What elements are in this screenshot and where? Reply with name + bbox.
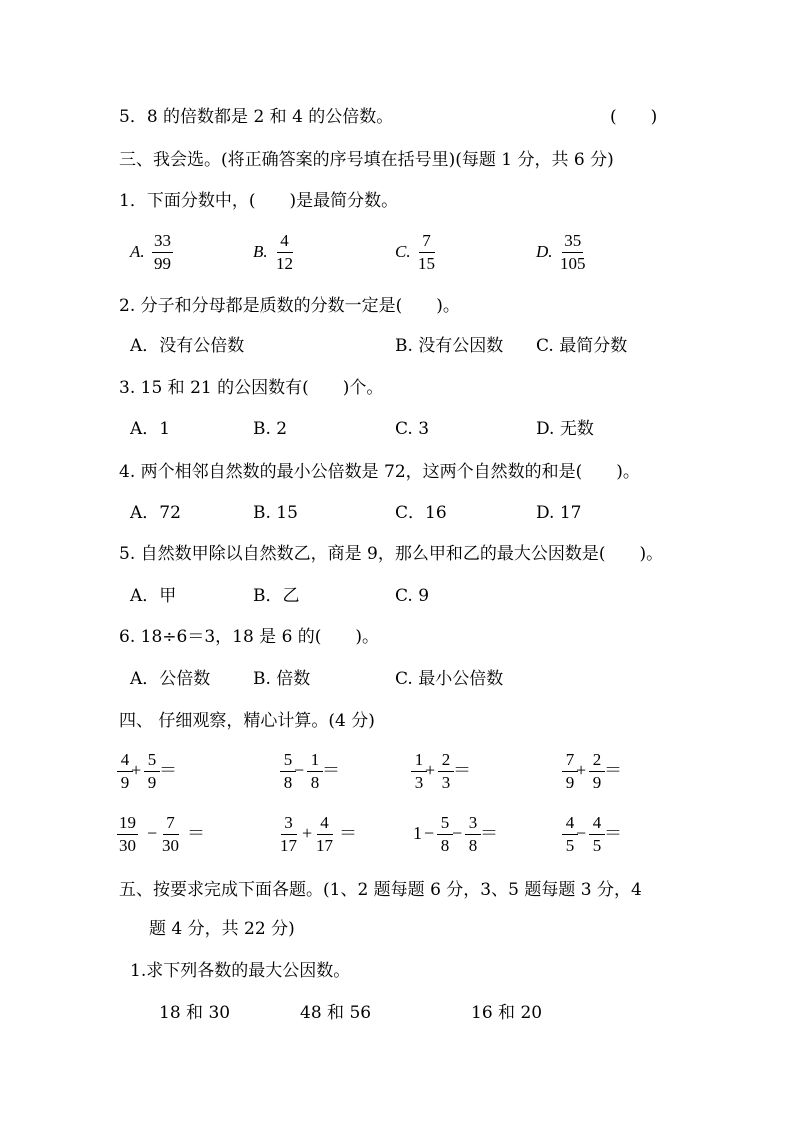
denominator: 15 xyxy=(418,254,435,273)
fraction xyxy=(437,813,453,856)
fraction xyxy=(438,750,454,793)
denominator: 3 xyxy=(441,773,451,792)
denominator: 9 xyxy=(120,773,130,792)
numerator: 5 xyxy=(280,750,296,772)
denominator: 9 xyxy=(592,773,602,792)
gcd-pair-1: 18 和 30 xyxy=(159,1003,231,1023)
s3-q1-option-a-letter: A. xyxy=(130,242,145,261)
section4-title: 四、 仔细观察，精心计算。(4 分) xyxy=(119,711,375,731)
s3-q5-option-c[interactable]: C. 9 xyxy=(395,586,430,606)
minus-sign: − xyxy=(147,823,158,843)
equals-sign: ＝ xyxy=(322,760,340,780)
numerator: 4 xyxy=(562,813,578,835)
s3-q2-stem: 2. 分子和分母都是质数的分数一定是( )。 xyxy=(119,296,460,316)
s3-q1-option-c-fraction[interactable] xyxy=(418,231,435,274)
s3-q3-option-b[interactable]: B. 2 xyxy=(253,419,288,439)
s3-q1-option-a-fraction[interactable] xyxy=(152,231,173,274)
equals-sign: ＝ xyxy=(480,823,498,843)
minus-sign: − xyxy=(576,823,587,843)
numerator: 35 xyxy=(562,231,583,253)
numerator: 19 xyxy=(117,813,138,835)
fraction xyxy=(144,750,160,793)
gcd-pair-2: 48 和 56 xyxy=(300,1003,372,1023)
numerator: 2 xyxy=(589,750,605,772)
numerator: 1 xyxy=(307,750,323,772)
s5-q1-stem: 1.求下列各数的最大公因数。 xyxy=(130,961,351,981)
equals-sign: ＝ xyxy=(604,823,622,843)
s3-q1-option-d-fraction[interactable] xyxy=(560,231,586,274)
equals-sign: ＝ xyxy=(453,760,471,780)
numerator: 3 xyxy=(465,813,481,835)
s3-q4-option-a[interactable]: A．72 xyxy=(130,503,181,523)
plus-sign: + xyxy=(576,760,587,780)
plus-sign: + xyxy=(425,760,436,780)
minus-sign: − xyxy=(424,823,435,843)
fraction xyxy=(465,813,481,856)
denominator: 30 xyxy=(162,836,179,855)
s3-q4-stem: 4. 两个相邻自然数的最小公倍数是 72，这两个自然数的和是( )。 xyxy=(119,462,640,482)
numerator: 4 xyxy=(589,813,605,835)
s3-q4-option-d[interactable]: D. 17 xyxy=(536,503,582,523)
denominator: 8 xyxy=(440,836,450,855)
plus-sign: + xyxy=(131,760,142,780)
s3-q2-option-c[interactable]: C. 最简分数 xyxy=(536,336,628,356)
s3-q2-option-a[interactable]: A．没有公倍数 xyxy=(130,336,245,356)
fraction xyxy=(589,750,605,793)
fraction xyxy=(162,813,179,856)
s3-q6-option-a[interactable]: A．公倍数 xyxy=(130,669,211,689)
minus-sign: − xyxy=(452,823,463,843)
s3-q3-option-c[interactable]: C. 3 xyxy=(395,419,430,439)
fraction xyxy=(280,813,297,856)
s3-q3-option-d[interactable]: D. 无数 xyxy=(536,419,594,439)
equals-sign: ＝ xyxy=(339,823,357,843)
fraction xyxy=(589,813,605,856)
denominator: 105 xyxy=(560,254,586,273)
numerator: 7 xyxy=(419,231,435,253)
s3-q6-stem: 6. 18÷6＝3，18 是 6 的( )。 xyxy=(119,627,380,647)
judge-q5-text: 5．8 的倍数都是 2 和 4 的公倍数。 xyxy=(119,107,394,127)
numerator: 3 xyxy=(281,813,297,835)
s3-q1-option-c-letter: C. xyxy=(395,242,411,261)
section5-title-line1: 五、按要求完成下面各题。(1、2 题每题 6 分，3、5 题每题 3 分，4 xyxy=(119,880,642,900)
s3-q4-option-b[interactable]: B. 15 xyxy=(253,503,298,523)
denominator: 8 xyxy=(310,773,320,792)
denominator: 30 xyxy=(119,836,136,855)
gcd-pair-3: 16 和 20 xyxy=(471,1003,543,1023)
s3-q1-option-b-fraction[interactable] xyxy=(276,231,293,274)
numerator: 4 xyxy=(117,750,133,772)
numerator: 4 xyxy=(317,813,333,835)
s3-q1-option-d-letter: D. xyxy=(536,242,553,261)
numerator: 33 xyxy=(152,231,173,253)
fraction xyxy=(117,813,138,856)
minus-sign: − xyxy=(294,760,305,780)
denominator: 5 xyxy=(592,836,602,855)
equals-sign: ＝ xyxy=(159,760,177,780)
s3-q3-option-a[interactable]: A．1 xyxy=(130,419,171,439)
section3-title: 三、我会选。(将正确答案的序号填在括号里)(每题 1 分，共 6 分) xyxy=(119,150,614,170)
s3-q6-option-c[interactable]: C. 最小公倍数 xyxy=(395,669,504,689)
numerator: 5 xyxy=(144,750,160,772)
s3-q5-option-a[interactable]: A．甲 xyxy=(130,586,177,606)
numerator: 7 xyxy=(163,813,179,835)
s3-q6-option-b[interactable]: B. 倍数 xyxy=(253,669,311,689)
judge-q5-answer-paren: ( ) xyxy=(610,107,658,127)
fraction xyxy=(307,750,323,793)
s3-q4-option-c[interactable]: C．16 xyxy=(395,503,447,523)
s3-q3-stem: 3. 15 和 21 的公因数有( )个。 xyxy=(119,378,384,398)
denominator: 17 xyxy=(280,836,297,855)
denominator: 8 xyxy=(468,836,478,855)
numerator: 1 xyxy=(411,750,427,772)
denominator: 8 xyxy=(283,773,293,792)
numerator: 5 xyxy=(437,813,453,835)
denominator: 3 xyxy=(414,773,424,792)
equals-sign: ＝ xyxy=(604,760,622,780)
denominator: 99 xyxy=(154,254,171,273)
s3-q2-option-b[interactable]: B. 没有公因数 xyxy=(395,336,504,356)
equals-sign: ＝ xyxy=(187,823,205,843)
s3-q1-option-b-letter: B. xyxy=(253,242,268,261)
denominator: 12 xyxy=(276,254,293,273)
numerator: 2 xyxy=(438,750,454,772)
s3-q1-stem: 1．下面分数中，( )是最简分数。 xyxy=(119,191,399,211)
numerator: 7 xyxy=(562,750,578,772)
section5-title-line2: 题 4 分，共 22 分) xyxy=(149,919,295,939)
denominator: 17 xyxy=(316,836,333,855)
denominator: 9 xyxy=(147,773,157,792)
plus-sign: + xyxy=(302,823,313,843)
leading-one: 1 xyxy=(413,823,422,843)
s3-q5-stem: 5. 自然数甲除以自然数乙，商是 9，那么甲和乙的最大公因数是( )。 xyxy=(119,544,664,564)
s3-q5-option-b[interactable]: B．乙 xyxy=(253,586,300,606)
fraction xyxy=(316,813,333,856)
numerator: 4 xyxy=(277,231,293,253)
denominator: 5 xyxy=(565,836,575,855)
denominator: 9 xyxy=(565,773,575,792)
